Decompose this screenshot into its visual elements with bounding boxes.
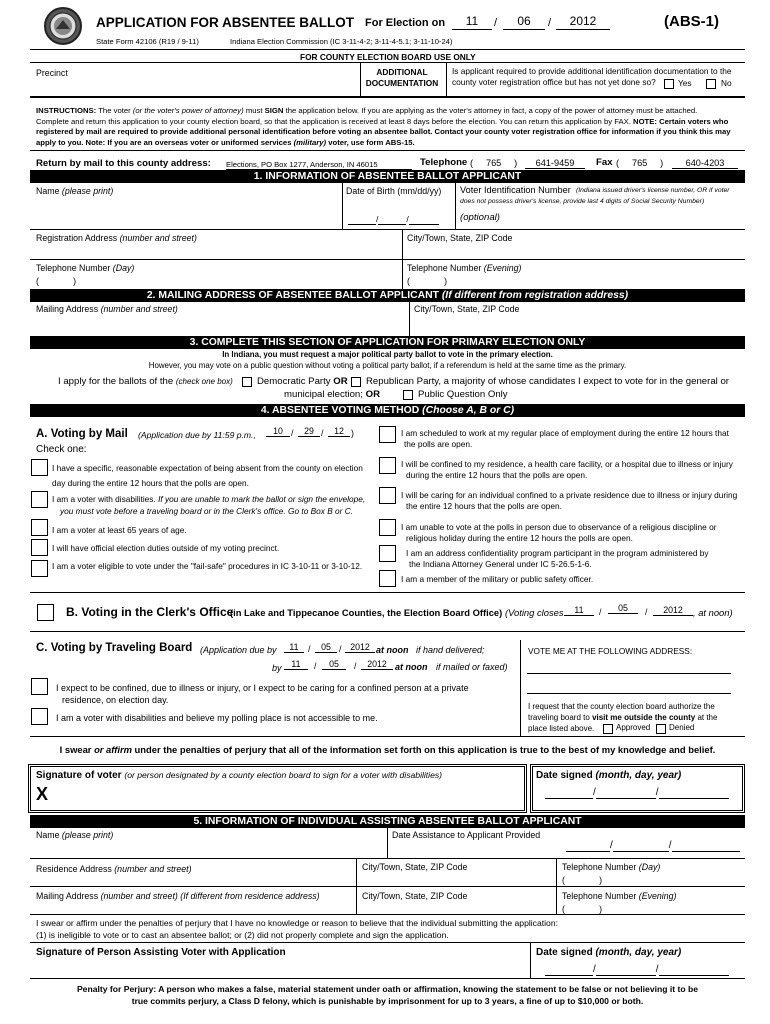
s4-b-counties: (in Lake and Tippecanoe Counties, the Election Board Office) [230,607,503,618]
return-fax-label: Fax [596,157,613,168]
s4-c-by: by [272,663,282,673]
s5-date-signed-field[interactable]: / / [545,964,729,976]
section-4-header: 4. ABSENTEE VOTING METHOD (Choose A, B or C) [30,404,745,417]
perjury-penalty: Penalty for Perjury: A person who makes a false, material statement under oath or affirmation, knowing the statement to be false or not believing it to be true commits perjury, a Class D felony, which is punishable by imprisonment for up to 3 years, a fine of up to $10,000 or both. [76,984,699,1006]
s3-public-question-label: Public Question Only [418,389,508,400]
s4-c-confined-label: I expect to be confined, due to illness or injury, or I expect to be caring for a confined person at a private residence, on election day. [56,683,469,705]
s1-reg-address-label: Registration Address (number and street) [36,233,197,243]
date-signed-label: Date signed (month, day, year) [536,770,682,781]
s4-a-month[interactable]: 10 [266,426,290,437]
s1-voter-id-label: Voter Identification Number [460,185,571,195]
s3-line-2: However, you may vote on a public question without voting a political party ballot, if a referendum is held at the same time as the primary. [148,361,627,370]
s1-tel-evening-label: Telephone Number (Evening) [407,263,522,273]
s4-a-duties-label: I will have official election duties outside of my voting precinct. [52,543,280,553]
id-no-checkbox[interactable] [706,79,716,89]
s1-tel-evening-field[interactable]: ( ) [407,276,448,286]
s4-denied-label: Denied [669,723,695,732]
s4-a-age-checkbox[interactable] [31,519,48,536]
form-code: (ABS-1) [664,13,719,30]
election-year[interactable]: 2012 [556,14,610,30]
return-telephone-label: Telephone [420,157,468,168]
return-address: Elections, PO Box 1277, Anderson, IN 46015 [226,160,412,170]
s4-b-title: B. Voting in the Clerk's Office [66,605,234,619]
s5-date-signed-label: Date signed (month, day, year) [536,947,682,958]
s5-perjury-statement: I swear or affirm under the penalties of perjury that I have no knowledge or reason to believe that the individual submitting the application: (1) is ineligible to vote or to cast an absentee ballot; or (2) did not properly complete and sign the application. [36,918,558,940]
s4-c-day[interactable]: 05 [315,642,337,653]
s3-republican-checkbox[interactable] [351,377,361,387]
voter-signature-x: X [36,784,49,804]
s4-a-absent-label-2: day during the entire 12 hours that the polls are open. [52,478,249,488]
s4-c-hand: if hand delivered; [416,645,485,655]
s4-a-work-label: I am scheduled to work at my regular place of employment during the entire 12 hours that the polls are open. [401,428,729,449]
s5-name-label: Name (please print) [36,830,114,840]
s4-a-work-checkbox[interactable] [379,426,396,443]
return-tel-number: 641-9459 [525,158,585,169]
s4-a-caring-label: I will be caring for an individual confined to a private residence due to illness or injury during the entire 12 hours that the polls are open. [401,490,738,511]
s4-a-sep1: / [291,428,294,438]
election-month[interactable]: 11 [452,14,492,30]
s5-mailing-label: Mailing Address (number and street) (If different from residence address) [36,891,320,901]
id-question: Is applicant required to provide additional identification documentation to the county voter registration office but has not yet done so? [452,66,732,87]
s5-date-assist-label: Date Assistance to Applicant Provided [392,830,541,840]
s4-b-closes: (Voting closes [505,607,564,618]
s3-republican-label: Republican Party, a majority of whose candidates I expect to vote for in the general or [366,376,729,387]
s1-name-label: Name (please print) [36,186,114,196]
s4-a-confined-checkbox[interactable] [379,457,396,474]
s4-c-disabled-label: I am a voter with disabilities and believe my polling place is not accessible to me. [56,713,378,723]
s1-voter-id-note-1: (Indiana issued driver's license number, OR if voter [576,187,730,194]
s4-c-month[interactable]: 11 [284,642,304,653]
s4-a-due: (Application due by 11:59 p.m., [138,430,256,440]
return-fax-area: ( 765 ) [616,158,664,168]
s4-vote-address-line-2[interactable] [527,693,731,694]
swear-statement: I swear or affirm under the penalties of perjury that all of the information set forth on this application is true to the best of my knowledge and belief. [59,744,716,755]
s4-a-religious-label: I am unable to vote at the polls in person due to observance of a religious discipline or religious holiday during the entire 12 hours the polls are open. [401,522,717,543]
section-5-header: 5. INFORMATION OF INDIVIDUAL ASSISTING ABSENTEE BALLOT APPLICANT [30,815,745,828]
s5-signature-label[interactable]: Signature of Person Assisting Voter with Application [36,947,286,958]
return-fax-number: 640-4203 [672,158,738,169]
s4-approved-label: Approved [616,723,651,732]
s5-tel-evening-label: Telephone Number (Evening) [562,891,677,901]
s4-a-sep2: / [321,428,324,438]
s5-tel-evening-field[interactable]: ( ) [562,904,603,914]
s1-dob-label: Date of Birth (mm/dd/yy) [346,186,442,196]
voter-signature-label: Signature of voter (or person designated by a county election board to sign for a voter with disabilities) [36,770,443,781]
section-1-header: 1. INFORMATION OF ABSENTEE BALLOT APPLICANT [30,170,745,183]
s4-b-day[interactable]: 05 [608,603,638,614]
id-yes-label: Yes [678,78,692,88]
s4-vote-address-line-1[interactable] [527,673,731,674]
s4-a-military-checkbox[interactable] [379,570,396,587]
s3-line-1: In Indiana, you must request a major political party ballot to vote in the primary election. [222,350,553,359]
section-2-header: 2. MAILING ADDRESS OF ABSENTEE BALLOT APPLICANT (If different from registration address) [30,289,745,302]
s4-a-close: ) [351,428,354,438]
s4-c-sep3: / [314,661,317,671]
s4-c-confined-checkbox[interactable] [31,678,48,695]
s5-tel-day-field[interactable]: ( ) [562,875,603,885]
s4-b-month[interactable]: 11 [564,605,594,616]
s4-a-day[interactable]: 29 [298,426,320,437]
s4-a-military-label: I am a member of the military or public safety officer. [401,574,594,584]
form-title: APPLICATION FOR ABSENTEE BALLOT [96,15,354,30]
s5-city-label-1: City/Town, State, ZIP Code [362,862,468,872]
s4-a-confidentiality-label: I am an address confidentiality program participant in the program administered by the Indiana Attorney General under IC 5-26.5-1-6. [406,548,709,569]
s4-c-year[interactable]: 2012 [345,642,375,653]
s4-a-age-label: I am a voter at least 65 years of age. [52,525,187,535]
s4-b-sep2: / [645,607,648,617]
s1-optional: (optional) [460,212,500,223]
return-tel-area: ( 765 ) [470,158,518,168]
s4-b-sep1: / [599,607,602,617]
section-3-header: 3. COMPLETE THIS SECTION OF APPLICATION FOR PRIMARY ELECTION ONLY [30,336,745,349]
s4-approved-checkbox[interactable] [603,724,613,734]
s4-c-sep1: / [308,644,311,654]
s4-c-mailed: if mailed or faxed) [436,662,508,672]
s4-c-title: C. Voting by Traveling Board [36,642,193,654]
s4-c-sep2: / [339,644,342,654]
for-election-label: For Election on [365,17,446,29]
return-address-label: Return by mail to this county address: [36,158,211,169]
s4-check-one: Check one: [36,444,87,455]
s4-vote-me-label: VOTE ME AT THE FOLLOWING ADDRESS: [528,646,693,656]
s5-date-assist-field[interactable]: / / [566,840,740,852]
s4-a-year[interactable]: 12 [328,426,350,437]
s4-a-disabled-label-2: you must vote before a traveling board or in the Clerk's office. Go to Box B or C. [60,506,354,516]
s4-a-disabled-checkbox[interactable] [31,491,48,508]
s4-a-caring-checkbox[interactable] [379,487,396,504]
s4-a-failsafe-checkbox[interactable] [31,560,48,577]
s3-public-question-checkbox[interactable] [403,390,413,400]
s3-apply-label: I apply for the ballots of the (check one box) [58,376,233,387]
commission-citation: Indiana Election Commission (IC 3-11-4-2; 3-11-4-5.1; 3-11-10-24) [230,37,453,46]
s4-b-checkbox[interactable] [37,604,54,621]
s4-a-title: A. Voting by Mail [36,428,128,440]
election-day[interactable]: 06 [503,14,545,30]
s1-tel-day-field[interactable]: ( ) [36,276,77,286]
s4-a-duties-checkbox[interactable] [31,539,48,556]
s4-c-day2[interactable]: 05 [322,659,346,670]
s5-tel-day-label: Telephone Number (Day) [562,862,661,872]
election-sep-2: / [548,17,552,29]
s5-city-label-2: City/Town, State, ZIP Code [362,891,468,901]
precinct-label: Precinct [36,68,68,78]
s1-city-label: City/Town, State, ZIP Code [407,233,513,243]
s4-a-confined-label: I will be confined to my residence, a health care facility, or a hospital due to illness or injury during the entire 12 hours that the polls are open. [401,459,733,480]
s4-b-year[interactable]: 2012 [653,605,693,616]
s2-city-label: City/Town, State, ZIP Code [414,304,520,314]
s1-tel-day-label: Telephone Number (Day) [36,263,135,273]
s4-a-absent-label: I have a specific, reasonable expectation of being absent from the county on election [52,463,363,473]
s1-voter-id-note-2: does not possess driver's license, provide last 4 digits of Social Security Number) [460,198,705,205]
s4-a-religious-checkbox[interactable] [379,519,396,536]
s5-residence-label: Residence Address (number and street) [36,864,192,874]
s4-a-confidentiality-checkbox[interactable] [379,545,396,562]
s4-c-noon1: at noon [376,645,409,655]
s4-c-month2[interactable]: 11 [284,659,308,670]
s4-c-sep4: / [354,661,357,671]
date-signed-field[interactable]: / / [545,787,729,799]
s4-c-due: (Application due by [200,645,277,655]
s4-a-disabled-label: I am a voter with disabilities. If you are unable to mark the ballot or sign the envelope, [52,494,366,504]
s4-b-noon: , at noon) [693,607,733,618]
additional-doc-label: ADDITIONAL DOCUMENTATION [365,67,439,88]
s4-a-failsafe-label: I am a voter eligible to vote under the "fail-safe" procedures in IC 3-10-11 or 3-10-12. [52,561,363,571]
s3-democratic-label: Democratic Party OR [257,376,348,387]
id-yes-checkbox[interactable] [664,79,674,89]
s3-democratic-checkbox[interactable] [242,377,252,387]
s4-c-noon2: at noon [395,662,428,672]
s4-denied-checkbox[interactable] [656,724,666,734]
election-sep-1: / [494,17,498,29]
s4-c-disabled-checkbox[interactable] [31,708,48,725]
state-form-number: State Form 42106 (R19 / 9-11) [96,37,199,46]
s4-request-label: I request that the county election board authorize the traveling board to visit me outside the county at the place listed above. [528,702,718,733]
instructions: INSTRUCTIONS: The voter (or the voter's power of attorney) must SIGN the application below. If you are applying as the voter's attorney in fact, a copy of the power of attorney must be attached. Complete and return this application to your county election board, so that the application is received at least 8 days before the election. You can return this application by FAX. NOTE: Certain voters who registered by mail are required to provide additional personal identification before voting an absentee ballot. Contact your county voter registration office for information if you think this may apply to you. Note: If you are an overseas voter or uniformed services (military) voter, use form ABS-15. [36,106,731,147]
s4-c-year2[interactable]: 2012 [361,659,393,670]
s2-mailing-label: Mailing Address (number and street) [36,304,178,314]
s1-dob-field[interactable]: / / [348,214,444,224]
state-seal [44,7,82,45]
s4-a-absent-checkbox[interactable] [31,459,48,476]
board-only-heading: FOR COUNTY ELECTION BOARD USE ONLY [300,52,476,62]
s3-municipal-label: municipal election; OR [284,389,380,400]
id-no-label: No [721,78,732,88]
